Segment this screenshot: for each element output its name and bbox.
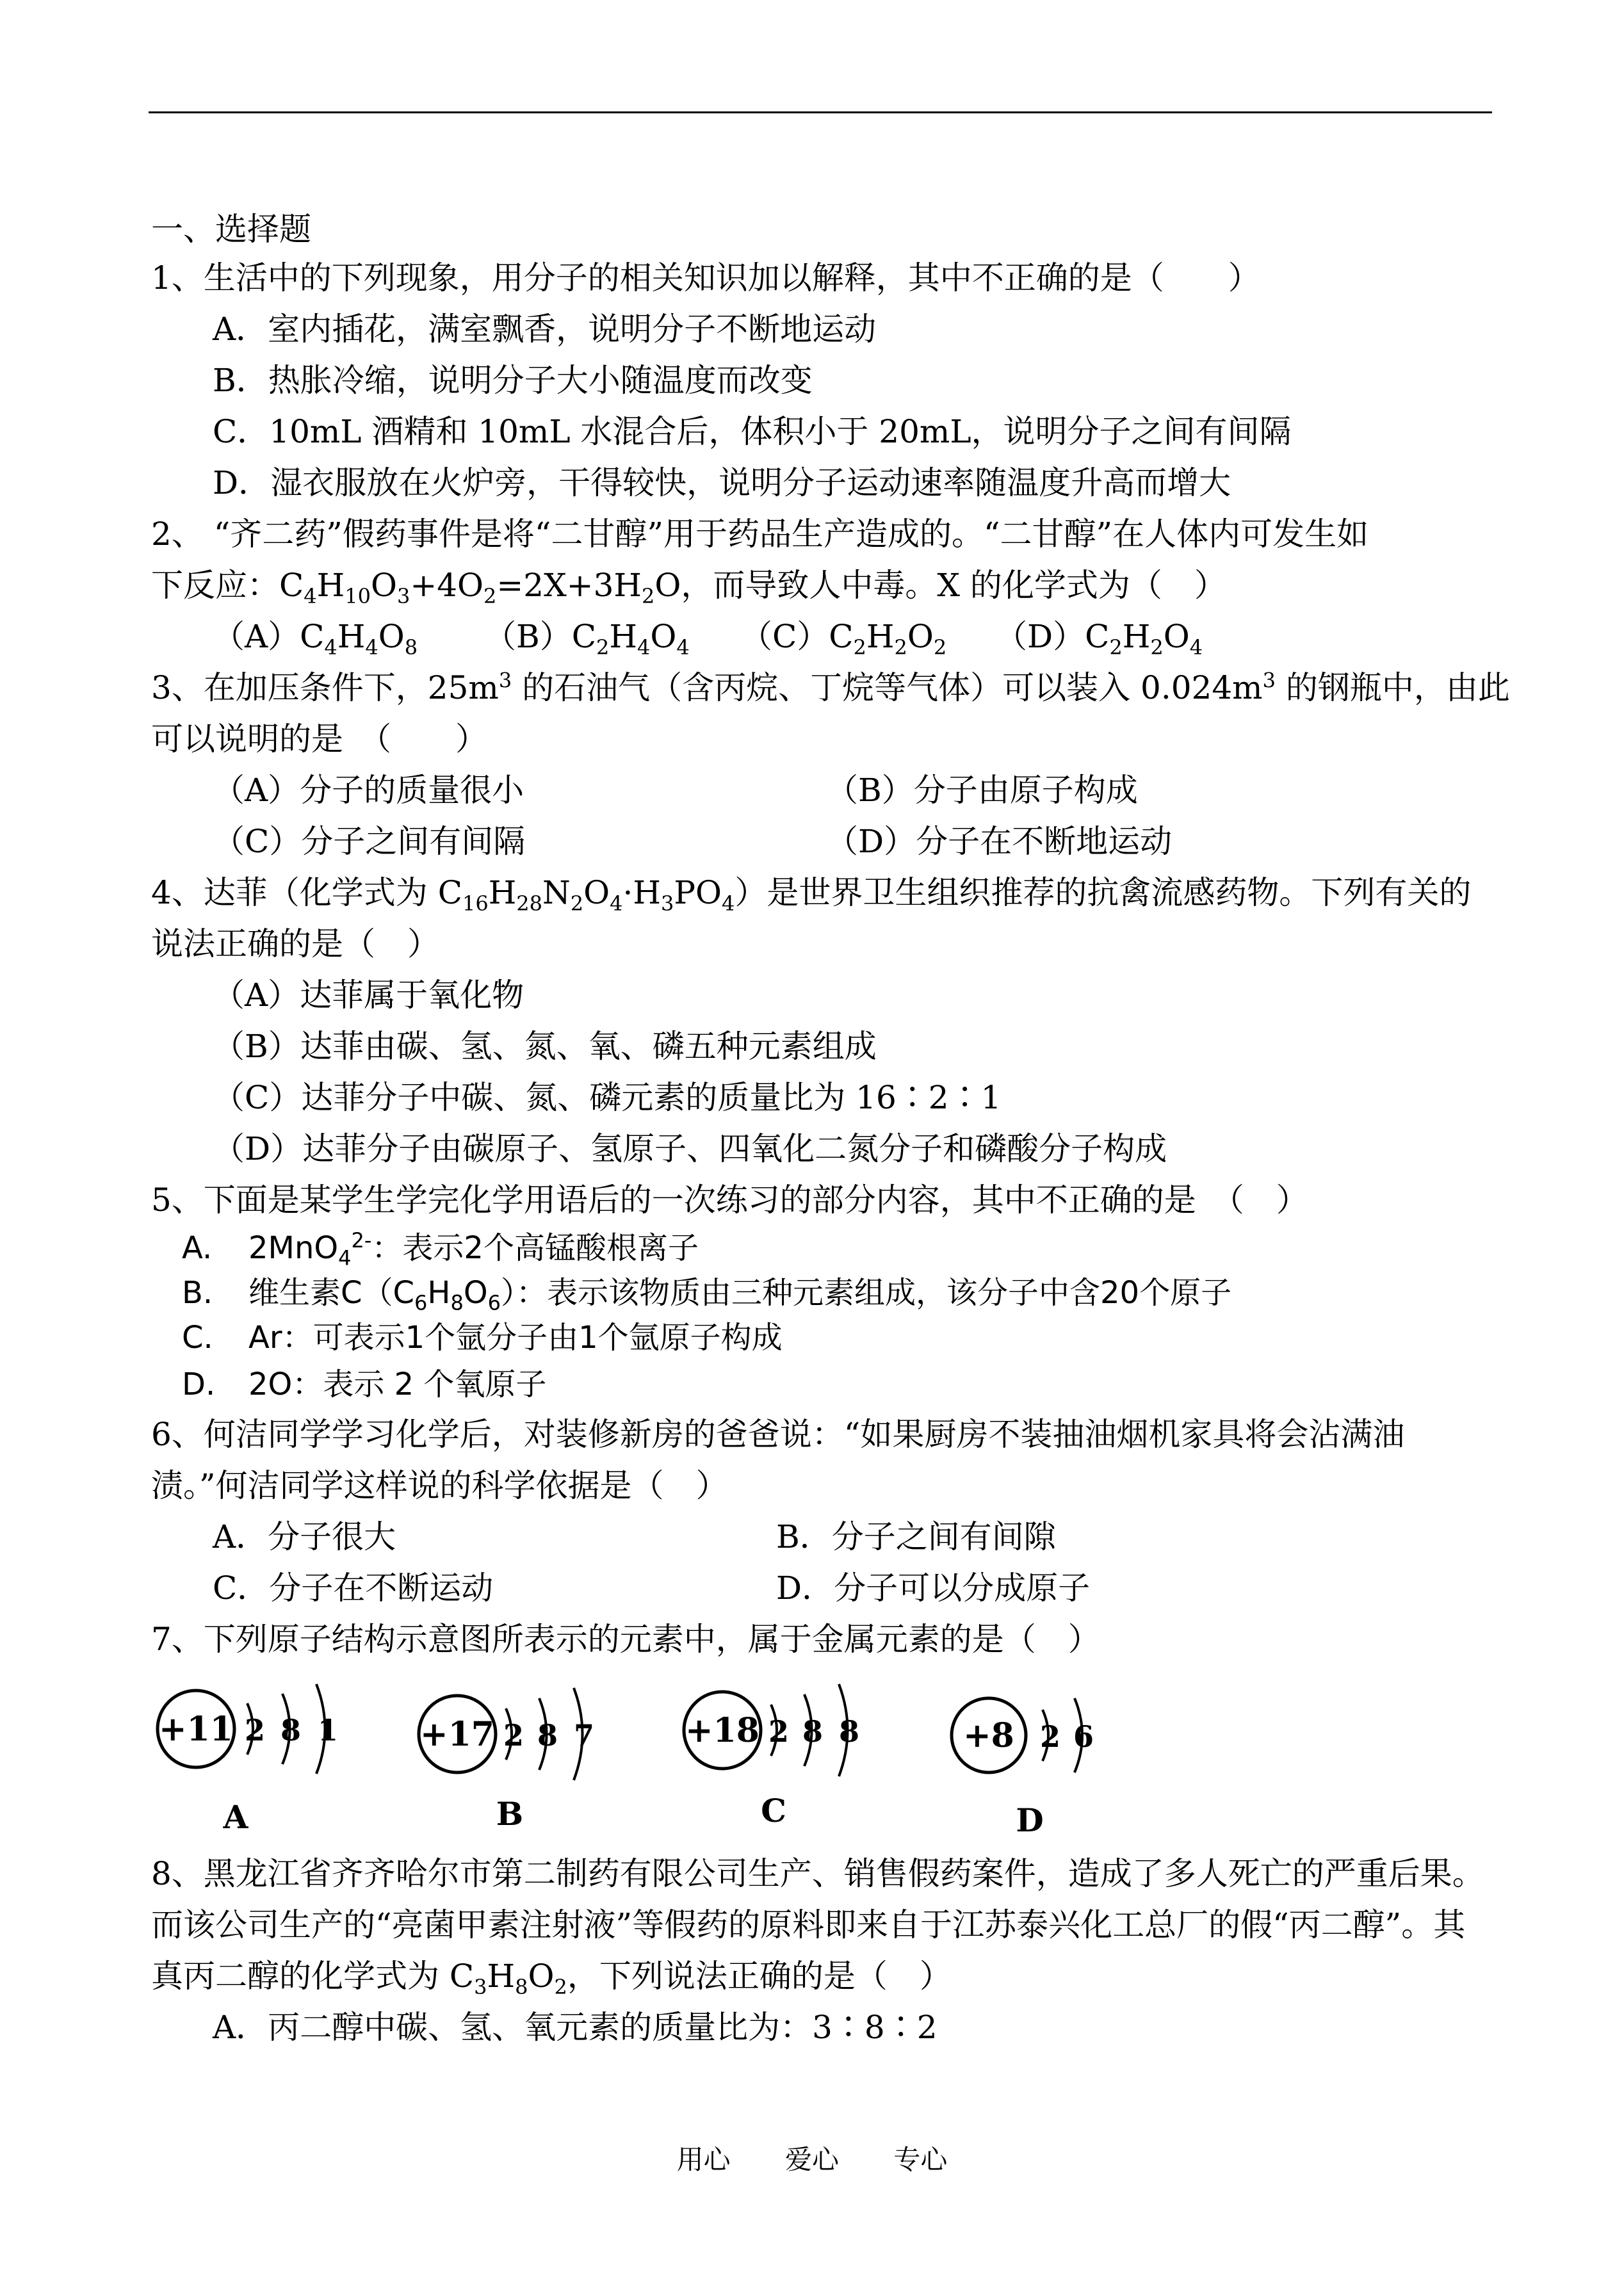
question-8-line-3: 真丙二醇的化学式为 $C_3H_8O_2$，下列说法正确的是（ ） (151, 1958, 952, 1999)
question-7-stem: 7、下列原子结构示意图所表示的元素中，属于金属元素的是（ ） (151, 1621, 1100, 1658)
nucleus-charge: +18 (685, 1711, 759, 1750)
atom-diagram-c (681, 1671, 938, 1844)
question-5-stem: 5、下面是某学生学完化学用语后的一次练习的部分内容，其中不正确的是 （ ） (151, 1181, 1308, 1219)
diagram-label: D (1016, 1801, 1044, 1839)
question-3-option-d: （D）分子在不断地运动 (826, 823, 1173, 860)
question-1-option-d: D．湿衣服放在火炉旁，干得较快，说明分子运动速率随温度升高而增大 (213, 464, 1231, 501)
atom-b-drawing (416, 1671, 672, 1844)
question-1-option-a: A．室内插花，满室飘香，说明分子不断地运动 (213, 311, 877, 348)
shell-electron-count: 8 (280, 1713, 302, 1748)
shell-electron-count: 2 (1039, 1719, 1061, 1754)
question-8-line-2: 而该公司生产的“亮菌甲素注射液”等假药的原料即来自于江苏泰兴化工总厂的假“丙二醇”。其 (151, 1906, 1466, 1943)
section-title: 一、选择题 (151, 211, 311, 248)
diagram-label: C (761, 1792, 786, 1829)
question-6-option-a: A．分子很大 (213, 1518, 396, 1555)
question-2-option-b: $(B)C_2H_4O_4$ (484, 618, 690, 660)
shell-electron-count: 6 (1073, 1719, 1094, 1754)
shell-electron-count: 1 (317, 1713, 339, 1748)
question-4-option-c: （C）达菲分子中碳、氮、磷元素的质量比为 16∶2∶1 (213, 1079, 1002, 1116)
nucleus-charge: +11 (159, 1710, 233, 1749)
footer-word: 爱心 (784, 2144, 839, 2175)
question-8-option-a: A．丙二醇中碳、氢、氧元素的质量比为：3∶8∶2 (213, 2009, 938, 2046)
exam-page (151, 206, 1510, 2053)
nucleus-charge: +17 (420, 1715, 494, 1754)
question-5-option-d: D. 2O：表示 2 个氧原子 (182, 1366, 547, 1402)
question-1-option-c: C．10mL 酒精和 10mL 水混合后，体积小于 20mL，说明分子之间有间隔 (213, 413, 1292, 450)
question-3-options-row-2 (151, 816, 1496, 867)
footer-word: 用心 (676, 2144, 731, 2175)
question-5-option-c: C. Ar：可表示1个氩分子由1个氩原子构成 (182, 1320, 783, 1356)
question-3-line-1: 3、在加压条件下，$25m^3$ 的石油气（含丙烷、丁烷等气体）可以装入 $0.024m^3$ 的钢瓶中，由此 (151, 668, 1510, 706)
question-1-stem: 1、生活中的下列现象，用分子的相关知识加以解释，其中不正确的是（ ） (151, 259, 1260, 296)
question-2-option-c: $(C)C_2H_2O_2$ (740, 618, 947, 660)
question-4-line-1: 4、达菲（化学式为 $C_{16}H_{28}N_2O_4\cdot H_3PO_4$）是世界卫生组织推荐的抗禽流感药物。下列有关的 (151, 874, 1472, 916)
atom-diagram-d (946, 1671, 1203, 1844)
question-2-option-a: $(A)C_4H_4O_8$ (213, 618, 418, 660)
diagram-label: B (496, 1795, 524, 1833)
shell-electron-count: 8 (838, 1714, 860, 1749)
header-rule (149, 111, 1492, 113)
atom-diagram-a (151, 1671, 407, 1844)
question-6-options-row-2 (151, 1562, 1496, 1614)
question-6-option-d: D．分子可以分成原子 (776, 1569, 1091, 1607)
footer-word: 专心 (893, 2144, 948, 2175)
question-4-line-2: 说法正确的是（ ） (151, 925, 439, 962)
question-3-line-2: 可以说明的是 （ ） (151, 720, 487, 758)
question-4-option-a: （A）达菲属于氧化物 (213, 977, 524, 1014)
shell-electron-count: 8 (537, 1718, 558, 1753)
question-6-line-1: 6、何洁同学学习化学后，对装修新房的爸爸说：“如果厨房不装抽油烟机家具将会沾满油 (151, 1416, 1405, 1453)
question-2-line-2: 下反应：$C_4H_{10}O_3+4O_2=2X+3H_2O$，而导致人中毒。X 的化学式为（ ） (151, 567, 1226, 608)
question-4-option-d: （D）达菲分子由碳原子、氢原子、四氧化二氮分子和磷酸分子构成 (213, 1130, 1167, 1167)
question-3-option-c: （C）分子之间有间隔 (213, 823, 526, 860)
atom-diagram-b (416, 1671, 672, 1844)
question-3-option-b: （B）分子由原子构成 (826, 772, 1138, 809)
question-3-option-a: （A）分子的质量很小 (213, 772, 524, 809)
atom-c-drawing (681, 1671, 938, 1844)
atom-a-drawing (151, 1671, 407, 1844)
atom-d-drawing (946, 1671, 1203, 1844)
shell-electron-count: 2 (244, 1713, 266, 1748)
question-8-line-1: 8、黑龙江省齐齐哈尔市第二制药有限公司生产、销售假药案件，造成了多人死亡的严重后果。 (151, 1855, 1484, 1892)
question-2-line-1: 2、 “齐二药”假药事件是将“二甘醇”用于药品生产造成的。“二甘醇”在人体内可发生如 (151, 515, 1369, 553)
question-6-line-2: 渍。”何洁同学这样说的科学依据是（ ） (151, 1467, 728, 1504)
page-footer (0, 2139, 1624, 2177)
question-4-option-b: （B）达菲由碳、氢、氮、氧、磷五种元素组成 (213, 1028, 877, 1065)
shell-electron-count: 2 (503, 1718, 524, 1753)
question-6-options-row-1 (151, 1511, 1496, 1562)
question-1-option-b: B．热胀冷缩，说明分子大小随温度而改变 (213, 362, 813, 399)
shell-electron-count: 8 (802, 1714, 824, 1749)
question-6-option-b: B．分子之间有间隙 (776, 1518, 1056, 1555)
question-5-option-b: B. 维生素$C(C_6H_8O_6)$：表示该物质由三种元素组成，该分子中含20个原子 (182, 1275, 1232, 1315)
diagram-label: A (223, 1798, 248, 1836)
atom-diagrams (151, 1671, 1496, 1844)
question-5-option-a: A. 2MnO$_4^{2-}$：表示2个高锰酸根离子 (182, 1228, 699, 1270)
nucleus-charge: +8 (963, 1716, 1014, 1755)
shell-electron-count: 2 (768, 1714, 790, 1749)
question-2-options (151, 611, 1496, 662)
question-6-option-c: C．分子在不断运动 (213, 1569, 494, 1607)
shell-electron-count: 7 (573, 1718, 595, 1753)
question-2-option-d: $(D)C_2H_2O_4$ (995, 618, 1203, 660)
question-3-options-row-1 (151, 765, 1496, 816)
